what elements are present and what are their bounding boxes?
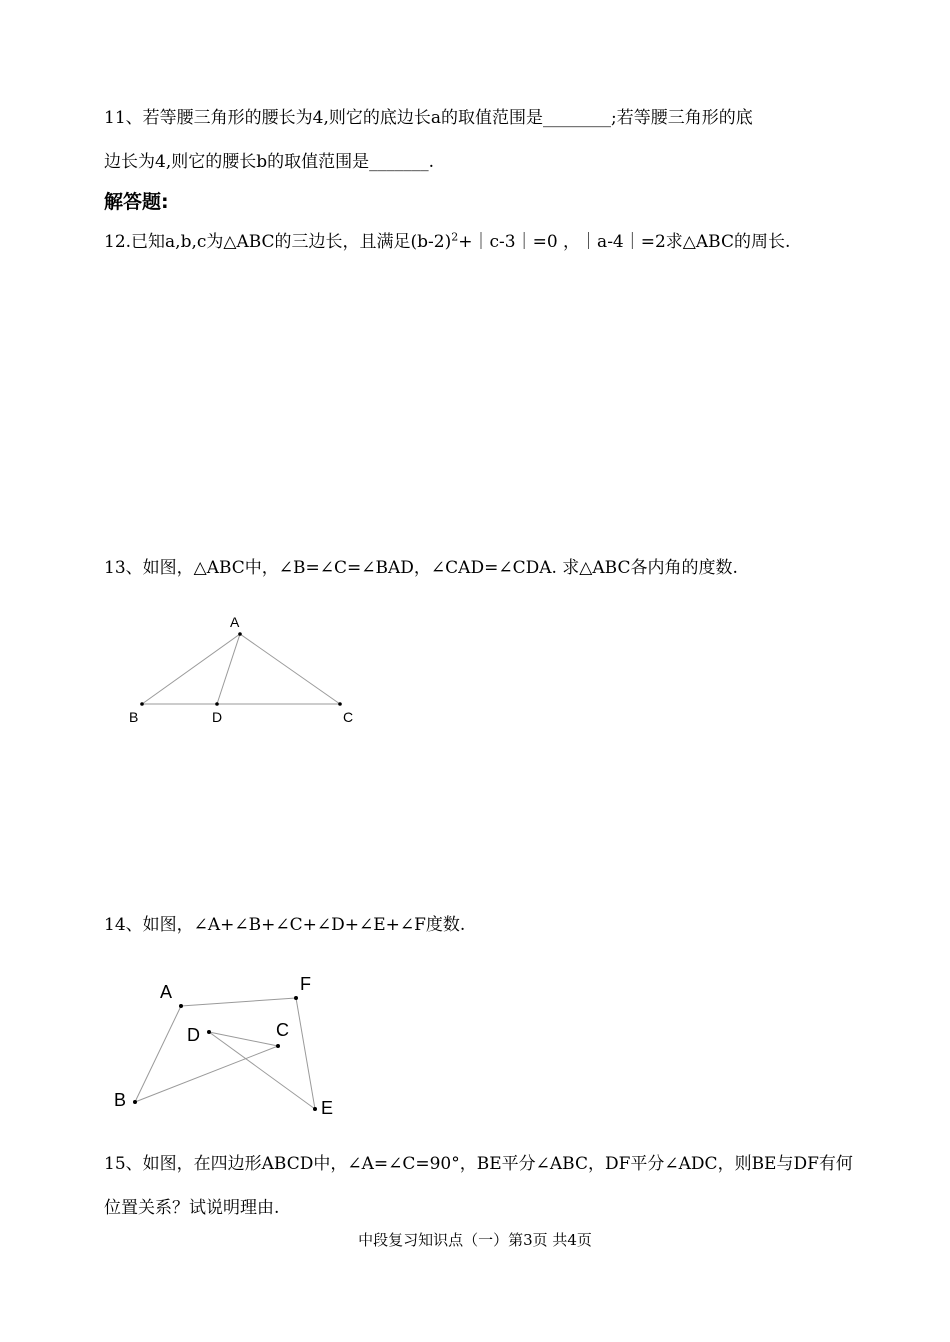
point-d-14 [207, 1030, 211, 1034]
question-15-line-1: 15、如图，在四边形ABCD中，∠A=∠C=90°，BE平分∠ABC，DF平分∠ADC，则BE与DF有何 [104, 1154, 853, 1174]
segment-af [181, 998, 296, 1006]
label-f-14: F [300, 974, 311, 994]
question-11-line-2: 边长为4,则它的腰长b的取值范围是_______. [104, 152, 435, 172]
segment-ad [217, 634, 240, 704]
question-12-text-a: 12.已知a,b,c为△ABC的三边长，且满足(b-2) [104, 232, 452, 252]
point-c-14 [276, 1044, 280, 1048]
segment-cd [209, 1032, 278, 1046]
section-heading: 解答题: [104, 191, 169, 213]
question-12 [104, 230, 790, 254]
segment-ef [296, 998, 315, 1109]
question-11-line-1: 11、若等腰三角形的腰长为4,则它的底边长a的取值范围是________;若等腰三角形的底 [104, 108, 753, 128]
label-b-14: B [114, 1090, 127, 1110]
label-a: A [230, 614, 240, 630]
point-e-14 [313, 1107, 317, 1111]
segment-ab [142, 634, 240, 704]
label-a-14: A [160, 982, 173, 1002]
question-14: 14、如图，∠A+∠B+∠C+∠D+∠E+∠F度数. [104, 915, 466, 935]
figure-14-polygon [135, 998, 315, 1109]
label-e-14: E [321, 1098, 334, 1118]
label-d: D [212, 709, 223, 725]
label-c: C [343, 709, 354, 725]
label-d-14: D [187, 1025, 200, 1045]
segment-ab-14 [135, 1006, 181, 1102]
question-13: 13、如图，△ABC中，∠B=∠C=∠BAD，∠CAD=∠CDA. 求△ABC各内角的度数. [104, 558, 738, 578]
label-b: B [129, 709, 139, 725]
point-b [140, 702, 144, 706]
question-15-line-2: 位置关系？试说明理由. [104, 1198, 280, 1218]
point-d [215, 702, 219, 706]
point-a [238, 632, 242, 636]
segment-ac [240, 634, 340, 704]
segment-bc-14 [135, 1046, 278, 1102]
point-c [338, 702, 342, 706]
segment-de [209, 1032, 315, 1109]
question-12-text-b: +｜c-3｜=0 ，｜a-4｜=2求△ABC的周长. [458, 232, 791, 252]
page-footer: 中段复习知识点（一）第3页 共4页 [358, 1231, 592, 1249]
label-c-14: C [276, 1020, 289, 1040]
point-f-14 [294, 996, 298, 1000]
question-12-superscript: 2 [451, 230, 459, 244]
point-b-14 [133, 1100, 137, 1104]
point-a-14 [179, 1004, 183, 1008]
